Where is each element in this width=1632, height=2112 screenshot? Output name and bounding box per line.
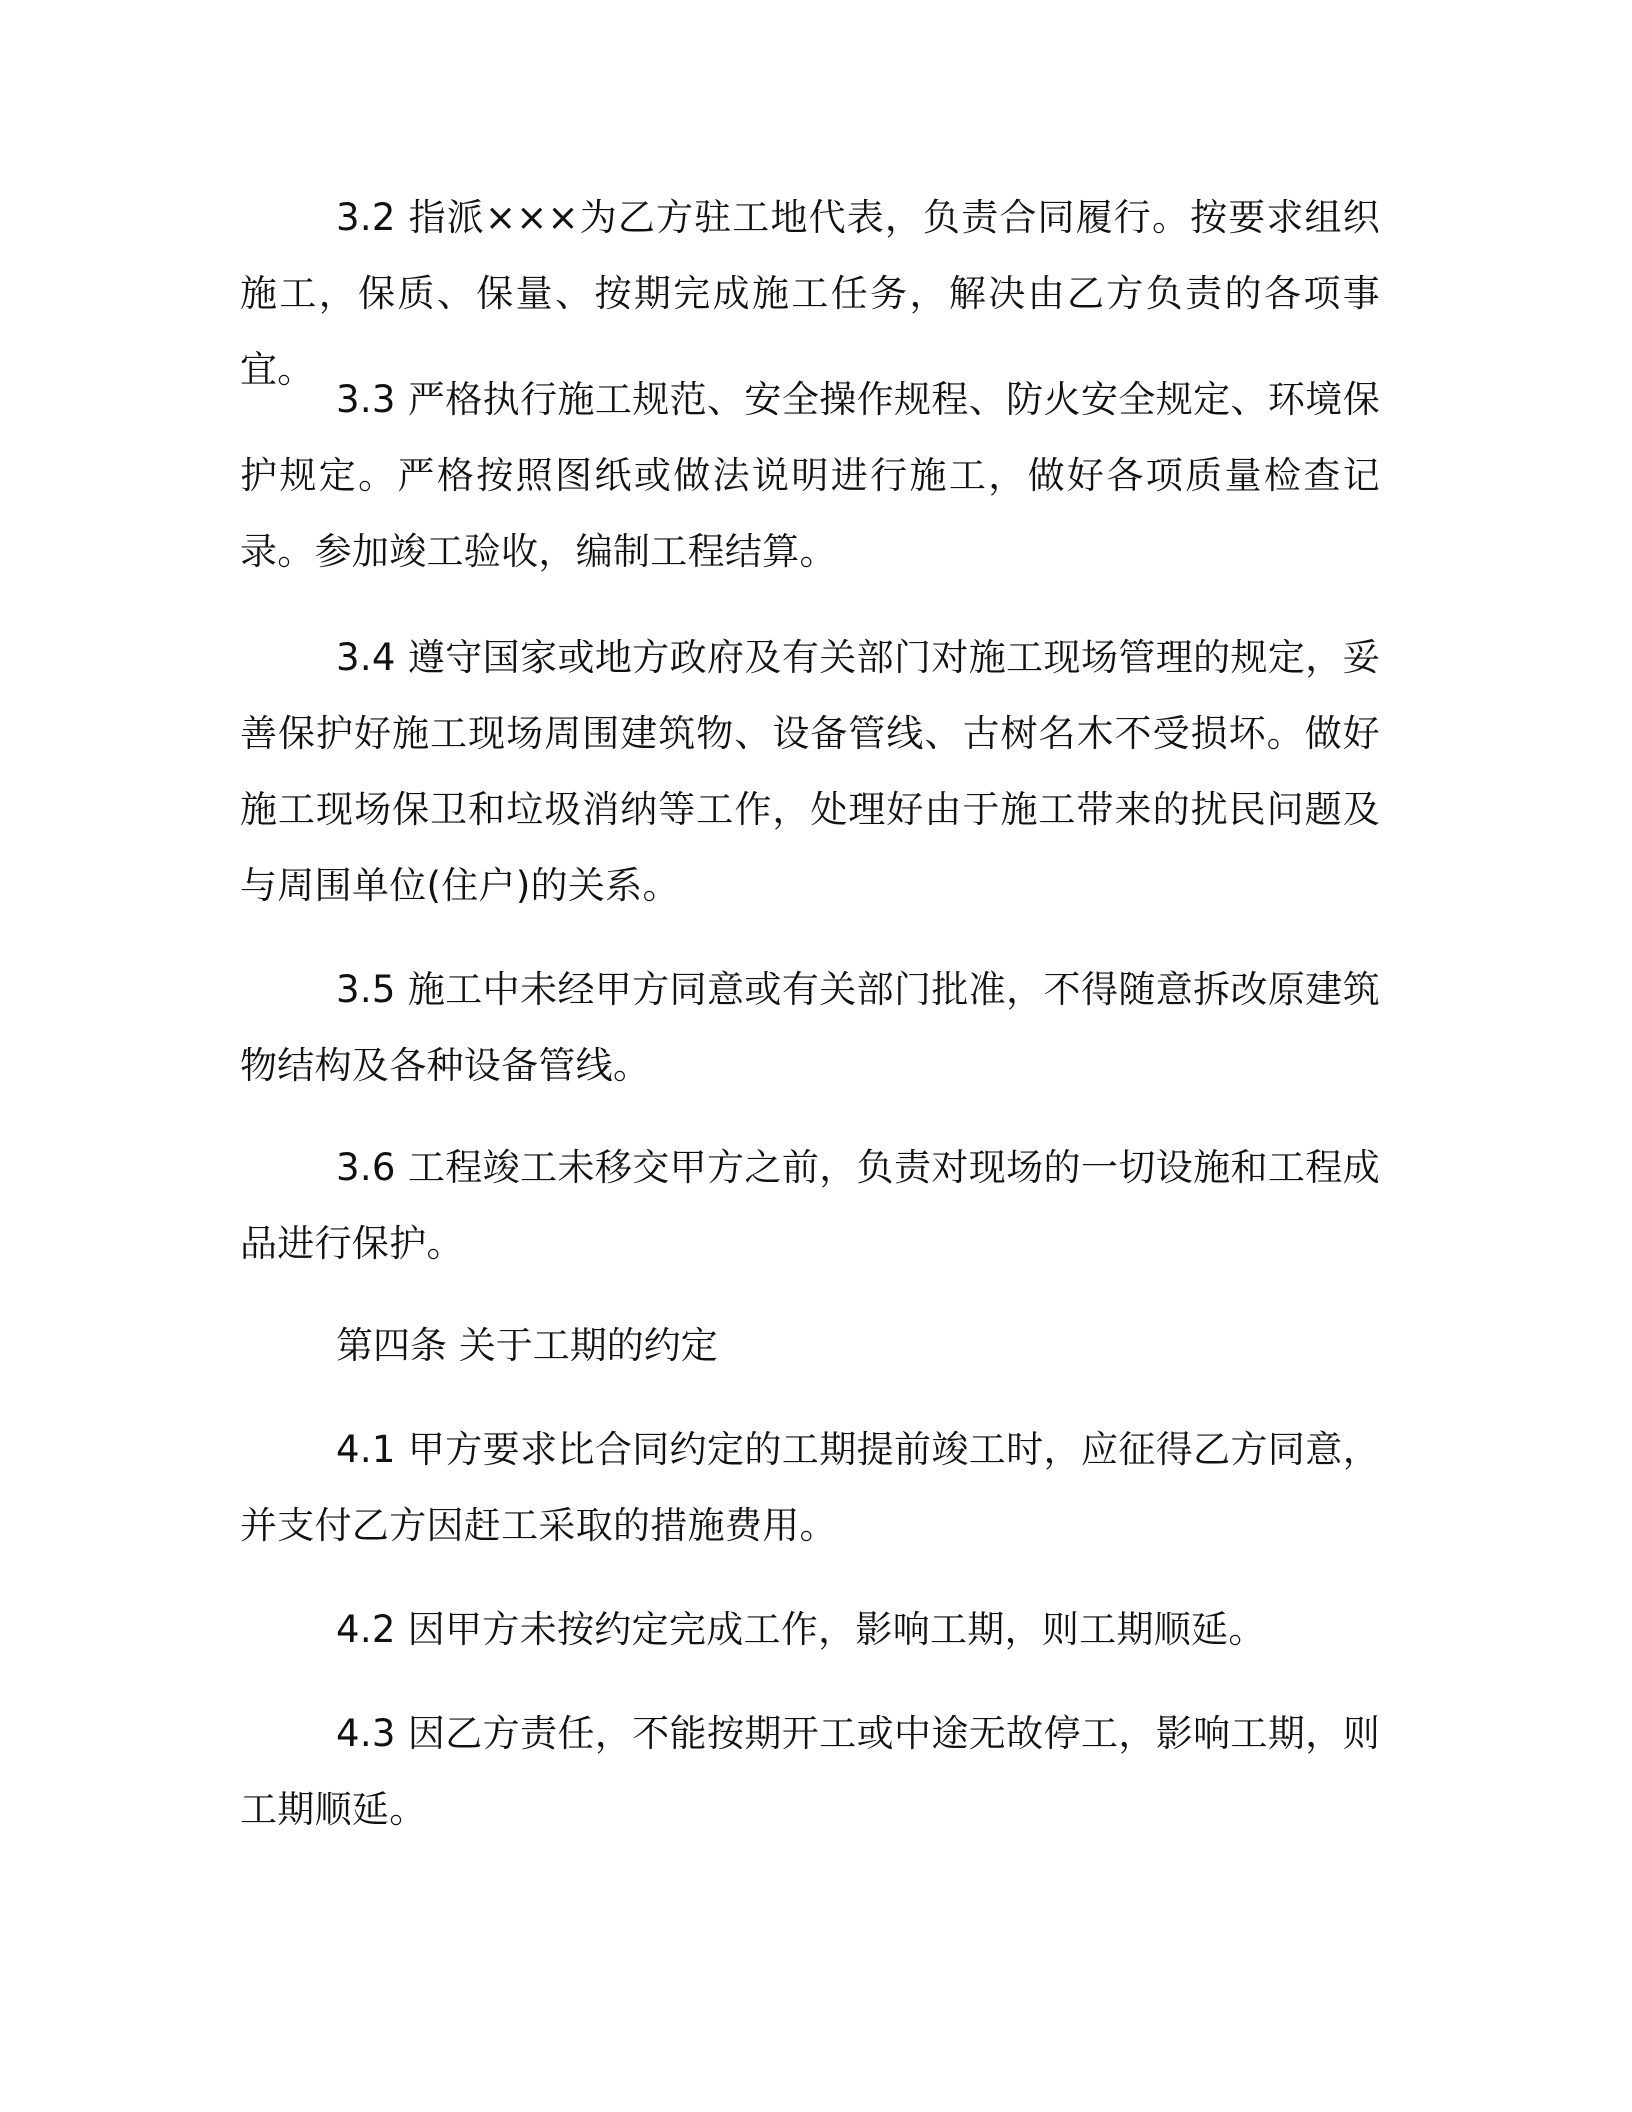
clause-3-4: 3.4 遵守国家或地方政府及有关部门对施工现场管理的规定，妥善保护好施工现场周围建筑物、设备管线、古树名木不受损坏。做好施工现场保卫和垃圾消纳等工作，处理好由于施工带来的扰民问题及与周围单位(住户)的关系。 xyxy=(240,636,1380,907)
clause-3-3: 3.3 严格执行施工规范、安全操作规程、防火安全规定、环境保护规定。严格按照图纸或做法说明进行施工，做好各项质量检查记录。参加竣工验收，编制工程结算。 xyxy=(240,378,1380,573)
clause-4-3: 4.3 因乙方责任，不能按期开工或中途无故停工，影响工期，则工期顺延。 xyxy=(240,1712,1380,1831)
clause-4-2: 4.2 因甲方未按约定完成工作，影响工期，则工期顺延。 xyxy=(336,1608,1266,1651)
clause-4-1: 4.1 甲方要求比合同约定的工期提前竣工时，应征得乙方同意，并支付乙方因赶工采取的措施费用。 xyxy=(240,1428,1380,1547)
clause-3-6: 3.6 工程竣工未移交甲方之前，负责对现场的一切设施和工程成品进行保护。 xyxy=(240,1146,1380,1265)
clause-3-5: 3.5 施工中未经甲方同意或有关部门批准，不得随意拆改原建筑物结构及各种设备管线。 xyxy=(240,968,1380,1087)
article-4-heading: 第四条 关于工期的约定 xyxy=(336,1324,718,1367)
clause-3-2: 3.2 指派×××为乙方驻工地代表，负责合同履行。按要求组织施工，保质、保量、按期完成施工任务，解决由乙方负责的各项事宜。 xyxy=(240,196,1380,391)
